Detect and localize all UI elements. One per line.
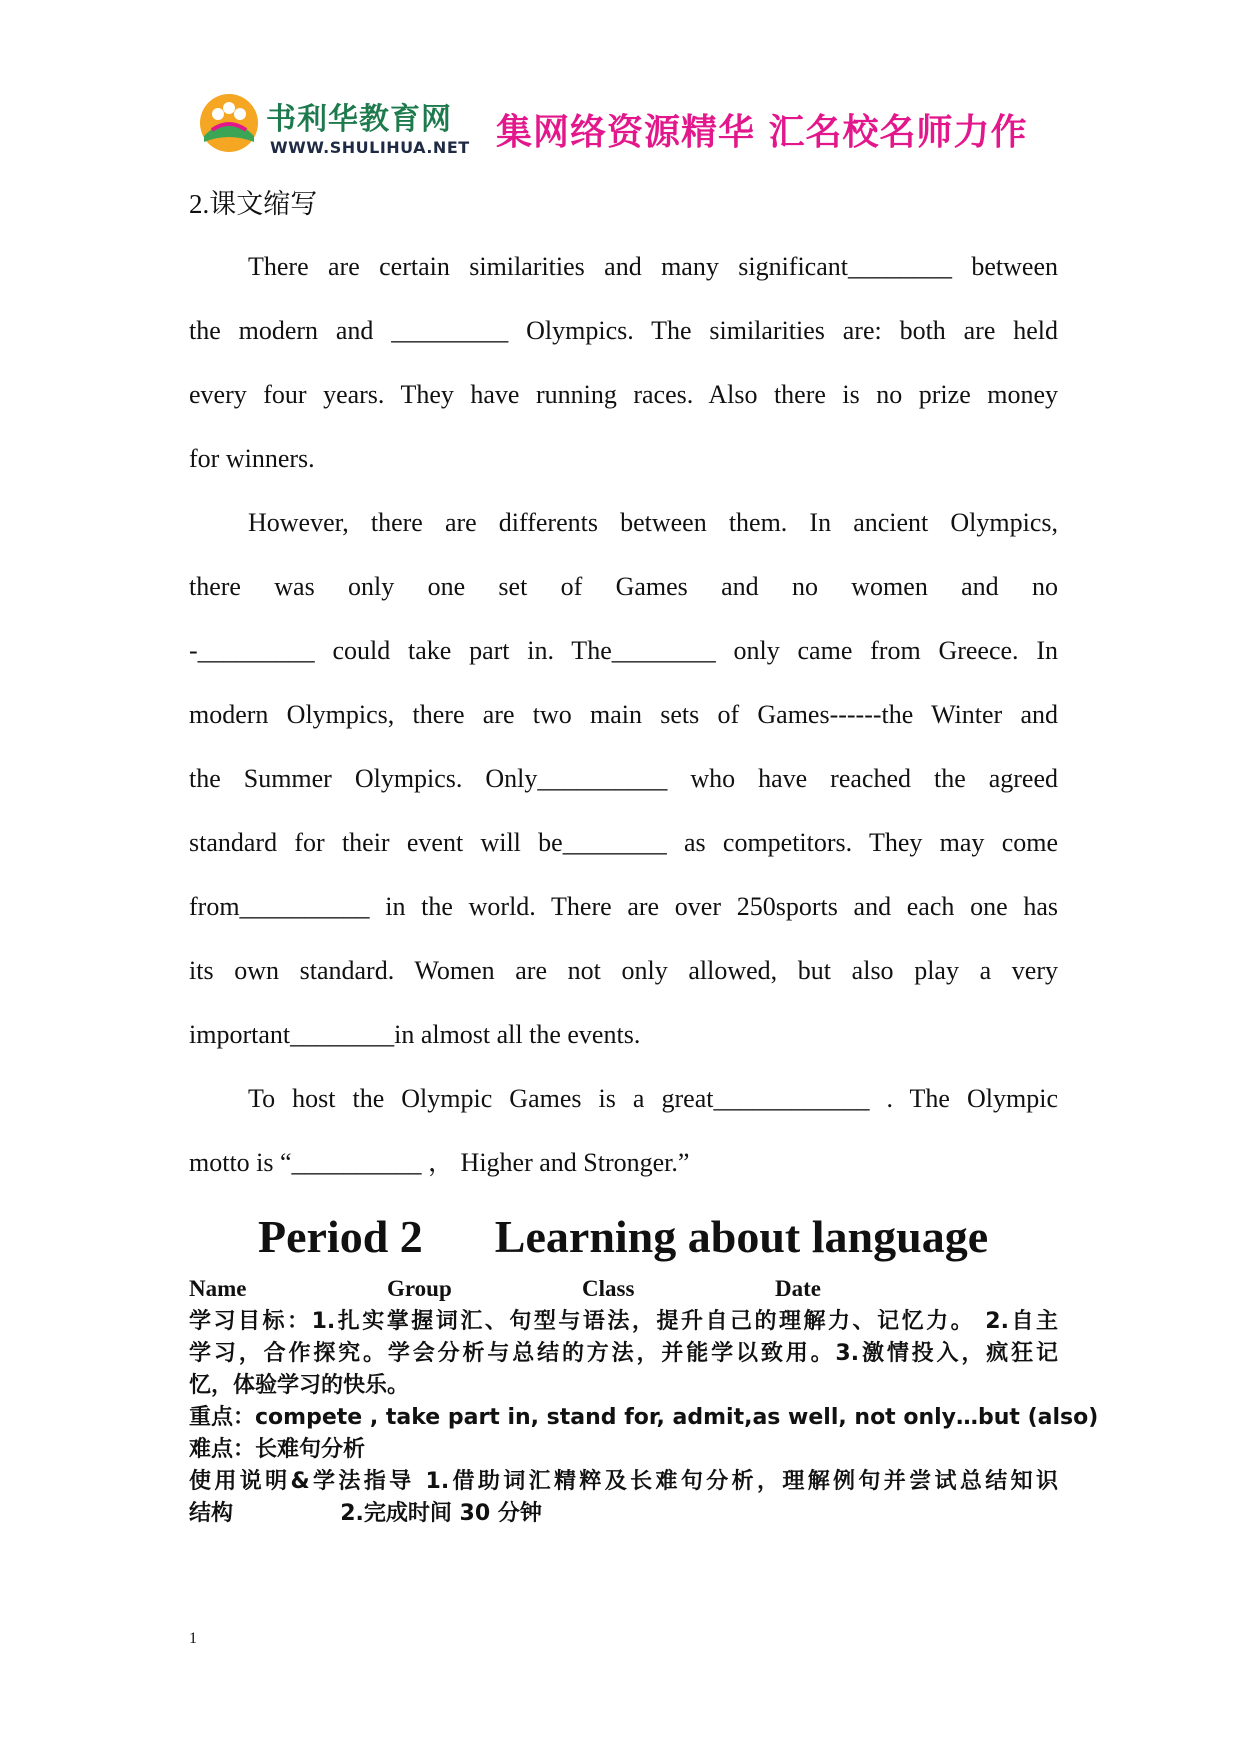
objectives-line: 忆，体验学习的快乐。	[189, 1373, 410, 1398]
passage-line: the modern and _________ Olympics. The similarities are: both are held	[189, 316, 1058, 345]
date-label: Date	[775, 1276, 821, 1301]
passage-line: -_________ could take part in. The________ only came from Greece. In	[189, 636, 1058, 665]
passage-line: every four years. They have running races. Also there is no prize money	[189, 380, 1058, 409]
logo-icon	[198, 92, 260, 154]
passage-line: for winners.	[189, 444, 315, 473]
passage-line: standard for their event will be________ as competitors. They may come	[189, 828, 1058, 857]
instructions-line: 结构 2.完成时间 30 分钟	[189, 1501, 542, 1526]
group-label: Group	[387, 1276, 452, 1301]
objectives-line: 学习，合作探究。学会分析与总结的方法，并能学以致用。3.激情投入，疯狂记	[189, 1341, 1058, 1366]
instructions-line: 使用说明&学法指导 1.借助词汇精粹及长难句分析，理解例句并尝试总结知识	[189, 1469, 1058, 1494]
passage-line: the Summer Olympics. Only__________ who have reached the agreed	[189, 764, 1058, 793]
period-title	[258, 1210, 988, 1263]
logo-url: WWW.SHULIHUA.NET	[270, 138, 470, 157]
section-label: 2.课文缩写	[189, 189, 318, 219]
passage-line: from__________ in the world. There are over 250sports and each one has	[189, 892, 1058, 921]
objectives-line: 学习目标：1.扎实掌握词汇、句型与语法，提升自己的理解力、记忆力。 2.自主	[189, 1309, 1058, 1334]
passage-line: However, there are differents between them. In ancient Olympics,	[248, 508, 1058, 537]
passage-line: there was only one set of Games and no women and no	[189, 572, 1058, 601]
difficulty: 难点：长难句分析	[189, 1437, 366, 1462]
period-number: Period 2	[258, 1211, 423, 1262]
passage-line: motto is “__________ ， Higher and Stronger.”	[189, 1148, 690, 1177]
site-header	[198, 90, 1038, 170]
passage-line: There are certain similarities and many significant________ between	[248, 252, 1058, 281]
passage-line: To host the Olympic Games is a great____________ . The Olympic	[248, 1084, 1058, 1113]
passage-line: its own standard. Women are not only allowed, but also play a very	[189, 956, 1058, 985]
name-label: Name	[189, 1276, 247, 1301]
header-slogan: 集网络资源精华 汇名校名师力作	[496, 112, 1028, 153]
page-number: 1	[189, 1630, 197, 1647]
period-topic: Learning about language	[494, 1211, 989, 1262]
logo-name: 书利华教育网	[266, 102, 452, 137]
key-points: 重点：compete , take part in, stand for, admit,as well, not only…but (also)	[189, 1405, 1099, 1430]
passage-line: important________in almost all the events.	[189, 1020, 641, 1049]
class-label: Class	[582, 1276, 635, 1301]
passage-line: modern Olympics, there are two main sets of Games------the Winter and	[189, 700, 1058, 729]
